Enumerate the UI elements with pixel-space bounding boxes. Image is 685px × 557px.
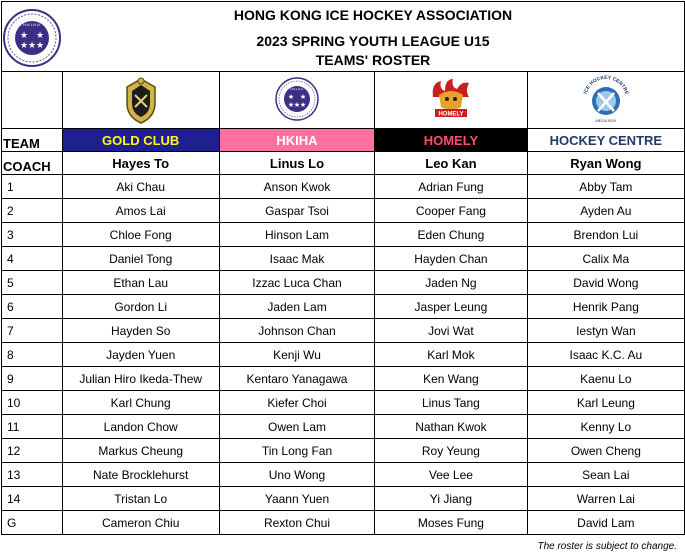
player-name: Kaenu Lo	[527, 367, 684, 391]
coach-hkiha: Linus Lo	[219, 152, 374, 175]
player-name: Aki Chau	[62, 175, 219, 199]
player-name: Julian Hiro Ikeda-Thew	[62, 367, 219, 391]
player-name: Ethan Lau	[62, 271, 219, 295]
player-name: Rexton Chui	[219, 511, 374, 535]
player-name: Hayden So	[62, 319, 219, 343]
team-name-gold-club: GOLD CLUB	[62, 129, 219, 152]
player-name: Warren Lai	[527, 487, 684, 511]
gold-club-logo	[121, 73, 161, 125]
svg-text:MEGA BOX: MEGA BOX	[595, 117, 617, 123]
row-number: 12	[2, 439, 63, 463]
row-number: 8	[2, 343, 63, 367]
table-row	[2, 175, 685, 199]
player-name: Anson Kwok	[219, 175, 374, 199]
association-title: HONG KONG ICE HOCKEY ASSOCIATION	[62, 2, 685, 26]
table-row	[2, 199, 685, 223]
player-rows	[2, 175, 685, 535]
roster-sheet	[1, 1, 685, 535]
coach-gold-club: Hayes To	[62, 152, 219, 175]
player-name: Iestyn Wan	[527, 319, 684, 343]
player-name: Jovi Wat	[375, 319, 528, 343]
table-row	[2, 295, 685, 319]
player-name: David Wong	[527, 271, 684, 295]
svg-text:★: ★	[19, 39, 29, 50]
player-name: Nate Brocklehurst	[62, 463, 219, 487]
player-name: Karl Leung	[527, 391, 684, 415]
svg-text:★: ★	[287, 101, 295, 109]
svg-text:★: ★	[19, 29, 29, 40]
player-name: Calix Ma	[527, 247, 684, 271]
player-name: Ayden Au	[527, 199, 684, 223]
player-name: Kenny Lo	[527, 415, 684, 439]
table-row	[2, 271, 685, 295]
player-name: Daniel Tong	[62, 247, 219, 271]
table-row	[2, 343, 685, 367]
player-name: Cooper Fang	[375, 199, 528, 223]
team-name-hockey-centre: HOCKEY CENTRE	[527, 129, 684, 152]
roster-table	[1, 1, 685, 535]
player-name: Nathan Kwok	[375, 415, 528, 439]
svg-text:★: ★	[287, 93, 295, 101]
player-name: Brendon Lui	[527, 223, 684, 247]
coach-hockey-centre: Ryan Wong	[527, 152, 684, 175]
coach-label: COACH	[2, 152, 63, 175]
league-title: 2023 SPRING YOUTH LEAGUE U15	[62, 26, 685, 52]
row-number: 11	[2, 415, 63, 439]
player-name: Karl Mok	[375, 343, 528, 367]
table-row	[2, 367, 685, 391]
table-row	[2, 319, 685, 343]
svg-text:HOMELY: HOMELY	[438, 111, 464, 117]
player-name: Vee Lee	[375, 463, 528, 487]
player-name: Owen Cheng	[527, 439, 684, 463]
player-name: Markus Cheung	[62, 439, 219, 463]
hkiha-logo-cell	[219, 72, 374, 129]
table-row	[2, 247, 685, 271]
svg-text:★: ★	[299, 93, 307, 101]
association-logo-cell	[2, 2, 63, 72]
row-number: 4	[2, 247, 63, 271]
roster-footnote: The roster is subject to change.	[537, 541, 677, 552]
player-name: Izzac Luca Chan	[219, 271, 374, 295]
hkiha-association-logo	[2, 8, 62, 68]
logo-row-label-cell	[2, 72, 63, 129]
player-name: Yaann Yuen	[219, 487, 374, 511]
hkiha-logo	[274, 76, 320, 122]
table-row	[2, 223, 685, 247]
player-name: Jaden Ng	[375, 271, 528, 295]
player-name: Isaac Mak	[219, 247, 374, 271]
player-name: Kiefer Choi	[219, 391, 374, 415]
row-number: 3	[2, 223, 63, 247]
table-row	[2, 487, 685, 511]
row-number: 7	[2, 319, 63, 343]
player-name: Tristan Lo	[62, 487, 219, 511]
player-name: Kenji Wu	[219, 343, 374, 367]
svg-text:H.K.I.H.A.: H.K.I.H.A.	[290, 86, 304, 91]
player-name: Hayden Chan	[375, 247, 528, 271]
team-label: TEAM	[2, 129, 63, 152]
player-name: Tin Long Fan	[219, 439, 374, 463]
homely-logo-cell	[375, 72, 528, 129]
team-name-homely: HOMELY	[375, 129, 528, 152]
player-name: Sean Lai	[527, 463, 684, 487]
player-name: Chloe Fong	[62, 223, 219, 247]
homely-logo	[423, 75, 479, 123]
player-name: Gaspar Tsoi	[219, 199, 374, 223]
row-number: 2	[2, 199, 63, 223]
player-name: Landon Chow	[62, 415, 219, 439]
table-row	[2, 463, 685, 487]
player-name: Roy Yeung	[375, 439, 528, 463]
player-name: Ken Wang	[375, 367, 528, 391]
player-name: Eden Chung	[375, 223, 528, 247]
svg-text:ICE HOCKEY CENTRE: ICE HOCKEY CENTRE	[582, 74, 630, 95]
svg-text:★: ★	[299, 101, 307, 109]
row-number: 1	[2, 175, 63, 199]
player-name: Isaac K.C. Au	[527, 343, 684, 367]
team-name-hkiha: HKIHA	[219, 129, 374, 152]
coach-homely: Leo Kan	[375, 152, 528, 175]
hockey-centre-logo-cell	[527, 72, 684, 129]
player-name: Hinson Lam	[219, 223, 374, 247]
svg-text:★: ★	[35, 29, 45, 40]
player-name: Cameron Chiu	[62, 511, 219, 535]
player-name: Amos Lai	[62, 199, 219, 223]
player-name: Yi Jiang	[375, 487, 528, 511]
player-name: Kentaro Yanagawa	[219, 367, 374, 391]
svg-text:★: ★	[293, 101, 301, 109]
player-name: Henrik Pang	[527, 295, 684, 319]
player-name: Adrian Fung	[375, 175, 528, 199]
hockey-centre-logo	[578, 73, 634, 125]
player-name: Linus Tang	[375, 391, 528, 415]
row-number: 6	[2, 295, 63, 319]
row-number: 9	[2, 367, 63, 391]
svg-text:H.K.I.H.A.: H.K.I.H.A.	[23, 21, 41, 27]
player-name: Gordon Li	[62, 295, 219, 319]
row-number: 10	[2, 391, 63, 415]
player-name: Karl Chung	[62, 391, 219, 415]
table-row	[2, 511, 685, 535]
table-row	[2, 415, 685, 439]
player-name: David Lam	[527, 511, 684, 535]
player-name: Uno Wong	[219, 463, 374, 487]
svg-text:★: ★	[27, 39, 37, 50]
row-number: 14	[2, 487, 63, 511]
player-name: Jasper Leung	[375, 295, 528, 319]
player-name: Johnson Chan	[219, 319, 374, 343]
row-number: 5	[2, 271, 63, 295]
player-name: Abby Tam	[527, 175, 684, 199]
player-name: Jaden Lam	[219, 295, 374, 319]
row-number: 13	[2, 463, 63, 487]
row-number: G	[2, 511, 63, 535]
player-name: Jayden Yuen	[62, 343, 219, 367]
svg-text:★: ★	[35, 39, 45, 50]
table-row	[2, 439, 685, 463]
table-row	[2, 391, 685, 415]
gold-club-logo-cell	[62, 72, 219, 129]
player-name: Moses Fung	[375, 511, 528, 535]
player-name: Owen Lam	[219, 415, 374, 439]
roster-title: TEAMS' ROSTER	[62, 51, 685, 71]
